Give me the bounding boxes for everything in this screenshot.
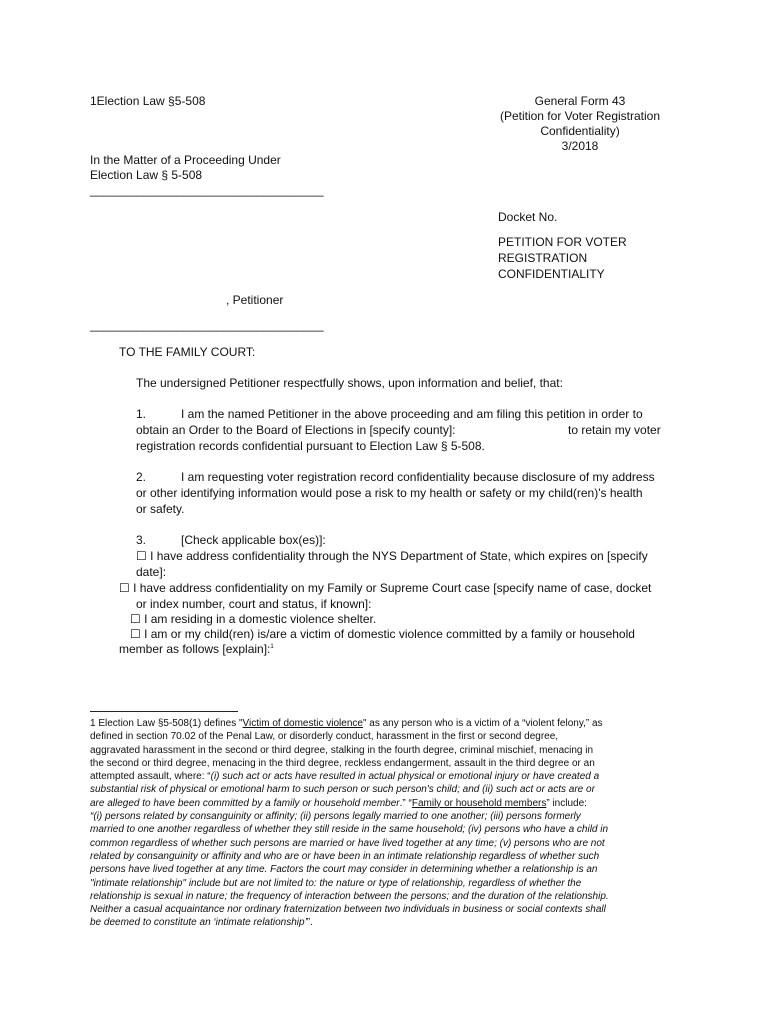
petition-title-3: CONFIDENTIALITY <box>498 267 605 281</box>
footnote-line: defined in section 70.02 of the Penal Law, or disorderly conduct, harassment in the first or second degree, <box>90 731 559 743</box>
para-2-line-1: I am requesting voter registration record confidentiality because disclosure of my address <box>181 470 655 484</box>
footnote-separator <box>90 711 238 712</box>
caption-rule-top: ___________________________________ <box>90 183 324 197</box>
matter-line-1: In the Matter of a Proceeding Under <box>90 153 281 167</box>
footnote-line: relationship is sexual in nature; the frequency of interaction between the persons; and the duration of the relationship. <box>90 890 609 902</box>
matter-line-2: Election Law § 5-508 <box>90 168 203 182</box>
footnote-line: married to one another regardless of whether they still reside in the same household; (iv) persons who have a child in <box>90 824 609 836</box>
form-date: 3/2018 <box>561 139 599 153</box>
checkbox-option-shelter[interactable]: ☐ I am residing in a domestic violence shelter. <box>130 612 377 626</box>
para-1-line-2b: to retain my voter <box>568 423 661 437</box>
para-1-number: 1. <box>136 407 147 421</box>
form-subtitle-cont: Confidentiality) <box>540 124 620 138</box>
footnote-line: be deemed to constitute an ‘intimate relationship’”. <box>90 917 313 929</box>
para-1-line-2a: obtain an Order to the Board of Elections in [specify county]: <box>136 423 456 437</box>
intro-paragraph: The undersigned Petitioner respectfully shows, upon information and belief, that: <box>136 376 563 390</box>
footnote-line: 1 Election Law §5-508(1) defines "Victim of domestic violence" as any person who is a victim of a “violent felony,” as <box>90 718 603 729</box>
checkbox-option-dos[interactable]: ☐ I have address confidentiality through the NYS Department of State, which expires on [specify <box>136 549 648 563</box>
para-2-line-3: or safety. <box>136 502 185 516</box>
statute-reference: 1Election Law §5-508 <box>90 94 206 108</box>
petition-title-2: REGISTRATION <box>498 251 588 265</box>
footnote-line: substantial risk of physical or emotional harm to such person or such person's child; and (ii) such act or acts are or <box>90 784 595 796</box>
footnote-ref[interactable]: 1 <box>270 644 274 650</box>
footnote-line: common regardless of whether such persons are married or have lived together at any time; (v) persons who are not <box>90 837 605 849</box>
footnote-line: persons have lived together at any time. Factors the court may consider in determining whether a relationship is an <box>90 864 598 876</box>
petitioner-label: , Petitioner <box>226 293 284 307</box>
para-1-line-1: I am the named Petitioner in the above proceeding and am filing this petition in order to <box>181 407 643 421</box>
footnote-line: "intimate relationship" include but are not limited to: the nature or type of relationship, regardless of whether the <box>90 877 582 889</box>
para-3-number: 3. <box>136 533 147 547</box>
footnote-line: related by consanguinity or affinity and who are or have been in an intimate relationship regardless of whether such <box>90 850 600 862</box>
to-court: TO THE FAMILY COURT: <box>119 345 256 359</box>
footnote-line: Neither a casual acquaintance nor ordinary fraternization between two individuals in business or social contexts shall <box>90 904 606 916</box>
para-2-number: 2. <box>136 470 147 484</box>
checkbox-option-court-case[interactable]: ☐ I have address confidentiality on my Family or Supreme Court case [specify name of case, docket <box>119 581 652 595</box>
dv-explain-label: member as follows [explain]: <box>119 642 271 656</box>
footnote-line: attempted assault, where: “(i) such act or acts have resulted in actual physical or emotional injury or have created a <box>90 771 600 783</box>
footnote-line: are alleged to have been committed by a family or household member.” “Family or household members” include: <box>90 797 587 809</box>
form-number-block <box>480 94 680 154</box>
checkbox-option-dv-victim-cont <box>119 642 274 657</box>
footnote-line: aggravated harassment in the second or third degree, stalking in the fourth degree, criminal mischief, menacing in <box>90 744 594 756</box>
form-number: General Form 43 <box>534 94 626 108</box>
checkbox-option-dos-cont: date]: <box>136 565 167 579</box>
para-3-heading: [Check applicable box(es)]: <box>181 533 326 547</box>
checkbox-option-dv-victim[interactable]: ☐ I am or my child(ren) is/are a victim of domestic violence committed by a family or household <box>130 627 635 641</box>
footnote <box>90 717 690 930</box>
para-1-line-3: registration records confidential pursuant to Election Law § 5-508. <box>136 439 485 453</box>
docket-number: Docket No. <box>498 210 558 224</box>
form-subtitle: (Petition for Voter Registration <box>499 109 661 123</box>
footnote-line: “(i) persons related by consanguinity or affinity; (ii) persons legally married to one another; (iii) persons formerly <box>90 811 581 823</box>
para-2-line-2: or other identifying information would pose a risk to my health or safety or my child(ren)'s health <box>136 486 643 500</box>
petition-title-1: PETITION FOR VOTER <box>498 235 627 249</box>
checkbox-option-court-case-cont: or index number, court and status, if known]: <box>136 597 372 611</box>
footnote-line: the second or third degree, menacing in the third degree, reckless endangerment, assault in the third degree or an <box>90 757 595 769</box>
term-family-members: Family or household members <box>411 797 547 809</box>
term-victim-dv: Victim of domestic violence <box>242 718 363 729</box>
caption-rule-bottom: ___________________________________ <box>90 318 324 332</box>
